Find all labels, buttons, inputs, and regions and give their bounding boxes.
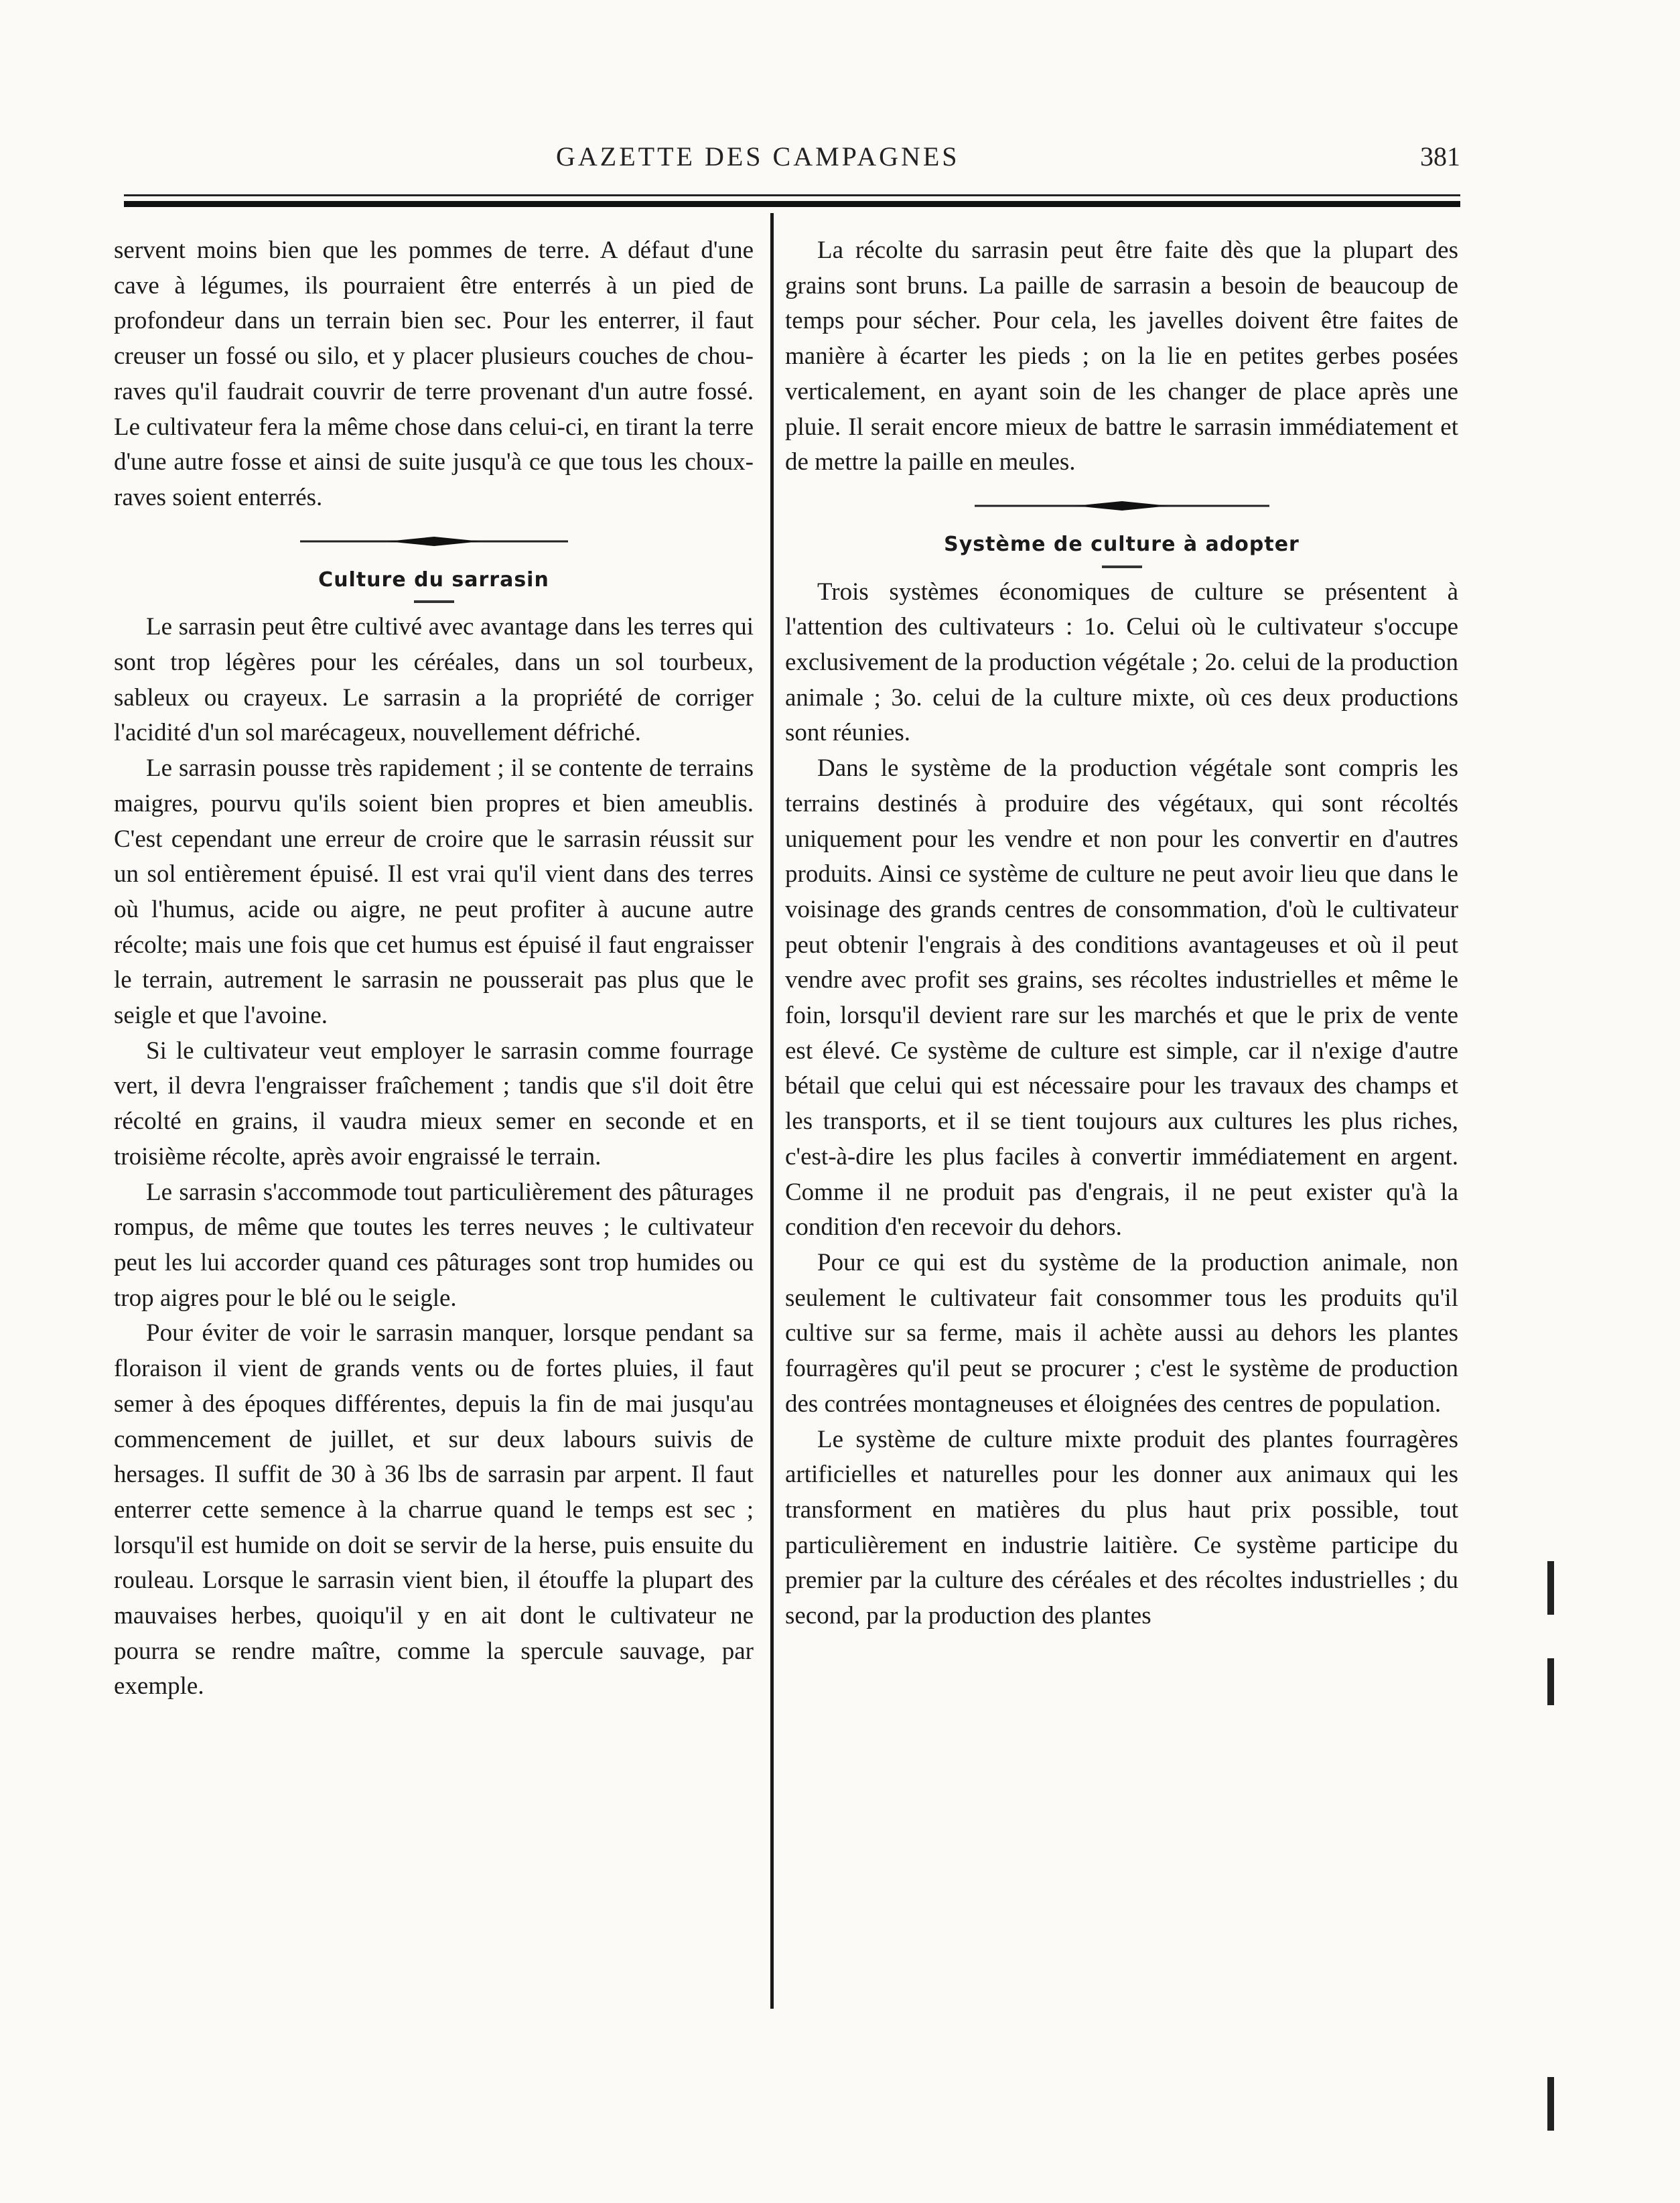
paragraph: Si le cultivateur veut employer le sarrasin comme fourrage vert, il devra l'engraisser fraîchement ; tandis que s'il doit être récolté en grains, il vaudra mieux semer en seconde et en troisième récolte, après avoir engraissé le terrain. <box>114 1037 754 1171</box>
running-title: GAZETTE DES CAMPAGNES <box>556 141 960 172</box>
paragraph: Le sarrasin s'accommode tout particulièrement des pâturages rompus, de même que toutes les terres neuves ; le cultivateur peut les lui accorder quand ces pâturages sont trop humides ou trop aigres pour le blé ou le seigle. <box>114 1178 754 1312</box>
paragraph: Dans le système de la production végétale sont compris les terrains destinés à produire des végétaux, qui sont récoltés uniquement pour les vendre et non pour les convertir en d'autres produits. Ainsi ce système de culture ne peut avoir lieu que dans le voisinage des grands centres de consommation, d'où le cultivateur peut obtenir l'engrais à des conditions avantageuses et où il peut vendre avec profit ses grains, ses récoltes industrielles et même le foin, lorsqu'il devient rare sur les marchés et que le prix de vente est élevé. Ce système de culture est simple, car il n'exige d'autre bétail que celui qui est nécessaire pour les travaux des champs et les transports, et il se tient toujours aux cultures les plus riches, c'est-à-dire les plus faciles à convertir immédiatement en argent. Comme il ne produit pas d'engrais, il ne peut exister qu'à la condition d'en recevoir du dehors. <box>785 754 1458 1242</box>
paragraph: Le sarrasin pousse très rapidement ; il se contente de terrains maigres, pourvu qu'ils soient bien propres et bien ameublis. C'est cependant une erreur de croire que le sarrasin réussit sur un sol entièrement épuisé. Il est vrai qu'il vient dans des terres où l'humus, acide ou aigre, ne peut profiter à aucune autre récolte; mais une fois que cet humus est épuisé il faut engraisser le terrain, autrement le sarrasin ne pousserait pas plus que le seigle et que l'avoine. <box>114 754 754 1030</box>
section-separator <box>968 492 1276 519</box>
section-title-sarrasin: Culture du sarrasin <box>318 568 549 592</box>
paragraph-recolte: La récolte du sarrasin peut être faite dès que la plupart des grains sont bruns. La paille de sarrasin a besoin de beaucoup de temps pour sécher. Pour cela, les javelles doivent être faites de manière à écarter les pieds ; on la lie en petites gerbes posées verticalement, en ayant soin de les changer de place après une pluie. Il serait encore mieux de battre le sarrasin immédiatement et de mettre la paille en meules. <box>785 237 1458 476</box>
header-rule <box>124 194 1460 196</box>
column-divider <box>770 213 774 2009</box>
scan-edge-mark <box>1547 2077 1554 2131</box>
section-title-systeme: Système de culture à adopter <box>944 532 1300 556</box>
right-column <box>785 233 1458 1634</box>
header-rule-thick <box>124 201 1460 207</box>
paragraph: Le sarrasin peut être cultivé avec avantage dans les terres qui sont trop légères pour les céréales, dans un sol tourbeux, sableux ou crayeux. Le sarrasin a la propriété de corriger l'acidité d'un sol marécageux, nouvellement défriché. <box>114 613 754 747</box>
title-ornament <box>414 600 454 603</box>
paragraph: Pour ce qui est du système de la production animale, non seulement le cultivateur fait consommer tous les produits qu'il cultive sur sa ferme, mais il achète aussi au dehors les plantes fourragères qu'il peut se procurer ; c'est le système de production des contrées montagneuses et éloignées des centres de population. <box>785 1248 1458 1418</box>
paragraph: Le système de culture mixte produit des plantes fourragères artificielles et naturelles pour les donner aux animaux qui les transforment en matières du plus haut prix possible, tout particulièrement en industrie laitière. Ce système participe du premier par la culture des céréales et des récoltes industrielles ; du second, par la production des plantes <box>785 1425 1458 1630</box>
scan-edge-mark <box>1547 1658 1554 1705</box>
paragraph: Trois systèmes économiques de culture se présentent à l'attention des cultivateurs : 1o. Celui où le cultivateur s'occupe exclusivement de la production végétale ; 2o. celui de la production animale ; 3o. celui de la culture mixte, où ces deux productions sont réunies. <box>785 578 1458 747</box>
left-column <box>114 233 754 1705</box>
section-separator <box>293 528 575 555</box>
title-ornament <box>1102 565 1142 568</box>
paragraph: Pour éviter de voir le sarrasin manquer, lorsque pendant sa floraison il vient de grands vents ou de fortes pluies, il faut semer à des époques différentes, depuis la fin de mai jusqu'au commencement de juillet, et sur deux labours suivis de hersages. Il suffit de 30 à 36 lbs de sarrasin par arpent. Il faut enterrer cette semence à la charrue quand le temps est sec ; lorsqu'il est humide on doit se servir de la herse, puis ensuite du rouleau. Lorsque le sarrasin vient bien, il étouffe la plupart des mauvaises herbes, quoiqu'il y en ait dont le cultivateur ne pourra se rendre maître, comme la spercule sauvage, par exemple. <box>114 1319 754 1700</box>
page-header <box>127 141 1460 181</box>
scan-edge-mark <box>1547 1561 1554 1615</box>
paragraph-continuation: servent moins bien que les pommes de terre. A défaut d'une cave à légumes, ils pourraient être enterrés à un pied de profondeur dans un terrain bien sec. Pour les enterrer, il faut creuser un fossé ou silo, et y placer plusieurs couches de chou-raves qu'il faudrait couvrir de terre provenant d'un autre fossé. Le cultivateur fera la même chose dans celui-ci, en tirant la terre d'une autre fosse et ainsi de suite jusqu'à ce que tous les choux-raves soient enterrés. <box>114 237 754 511</box>
page-number: 381 <box>1420 141 1460 172</box>
